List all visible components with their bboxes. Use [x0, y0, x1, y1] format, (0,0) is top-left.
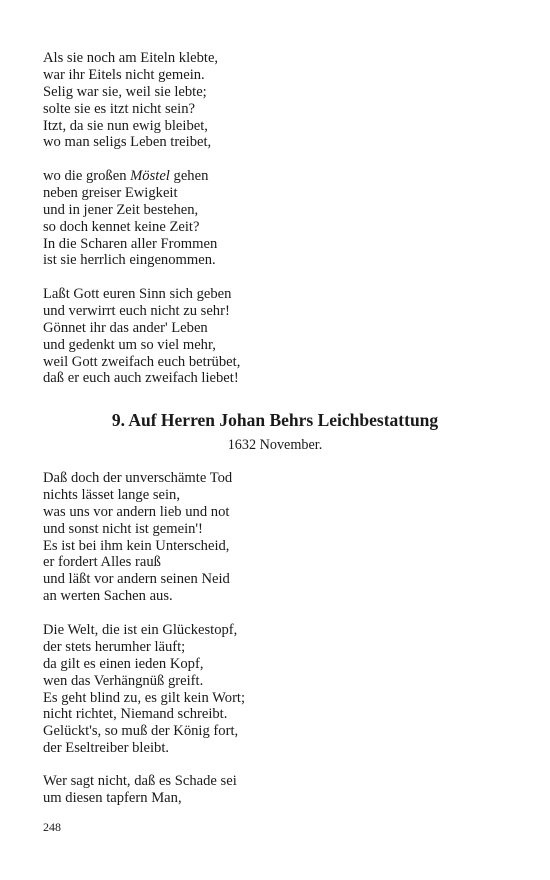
verse-line: und in jener Zeit bestehen, [43, 201, 199, 218]
verse-line: Daß doch der unverschämte Tod [43, 470, 233, 486]
verse-line: Es geht blind zu, es gilt kein Wort; [43, 689, 246, 706]
verse-line: was uns vor andern lieb und not [43, 503, 230, 520]
verse-line: solte sie es itzt nicht sein? [43, 100, 195, 117]
verse-line: der stets herumher läuft; [43, 638, 186, 655]
verse-line: so doch kennet keine Zeit? [43, 218, 200, 235]
verse-line: und läßt vor andern seinen Neid [43, 571, 230, 588]
verse-line: Es ist bei ihm kein Unterscheid, [43, 537, 230, 554]
verse-line: Gönnet ihr das ander' Leben [43, 319, 208, 336]
verse-line: nichts lässet lange sein, [43, 486, 180, 503]
verse-line: nicht richtet, Niemand schreibt. [43, 706, 228, 723]
stanza-6 [43, 773, 513, 807]
stanza-5 [43, 622, 513, 757]
verse-line: wen das Verhängnüß greift. [43, 672, 204, 689]
verse-line: weil Gott zweifach euch betrübet, [43, 353, 241, 370]
stanza-2 [43, 168, 513, 269]
verse-line: an werten Sachen aus. [43, 588, 173, 605]
verse-text: gehen [169, 168, 209, 184]
verse-line: Itzt, da sie nun ewig bleibet, [43, 117, 208, 134]
verse-line: Gelückt's, so muß der König fort, [43, 723, 239, 740]
poem-date: 1632 November. [227, 437, 323, 453]
verse-line: neben greiser Ewigkeit [43, 184, 178, 201]
verse-line: daß er euch auch zweifach liebet! [43, 370, 239, 387]
italic-word: Möstel [130, 168, 170, 184]
verse-line: da gilt es einen ieden Kopf, [43, 655, 204, 672]
verse-line: Als sie noch am Eiteln klebte, [43, 50, 219, 66]
verse-line: Selig war sie, weil sie lebte; [43, 83, 207, 100]
verse-line: und verwirrt euch nicht zu sehr! [43, 302, 230, 319]
verse-line: Laßt Gott euren Sinn sich geben [43, 286, 232, 302]
verse-line: In die Scharen aller Frommen [43, 235, 218, 252]
stanza-3 [43, 286, 513, 387]
verse-line: war ihr Eitels nicht gemein. [43, 66, 205, 83]
page-number: 248 [43, 820, 61, 834]
verse-line: der Eseltreiber bleibt. [43, 740, 170, 757]
verse-line: Die Welt, die ist ein Glückestopf, [43, 622, 238, 638]
verse-text: wo die großen [43, 168, 131, 184]
verse-line: Wer sagt nicht, daß es Schade sei [43, 773, 237, 789]
verse-line: um diesen tapfern Man, [43, 789, 182, 806]
verse-line: und sonst nicht ist gemein'! [43, 520, 203, 537]
stanza-4 [43, 470, 513, 605]
verse-line: wo man seligs Leben treibet, [43, 134, 212, 151]
verse-line [43, 168, 513, 185]
verse-line: und gedenkt um so viel mehr, [43, 336, 216, 353]
poem-title: 9. Auf Herren Johan Behrs Leichbestattung [111, 410, 439, 430]
verse-line: er fordert Alles rauß [43, 554, 161, 571]
verse-line: ist sie herrlich eingenommen. [43, 252, 216, 269]
stanza-1 [43, 50, 513, 151]
